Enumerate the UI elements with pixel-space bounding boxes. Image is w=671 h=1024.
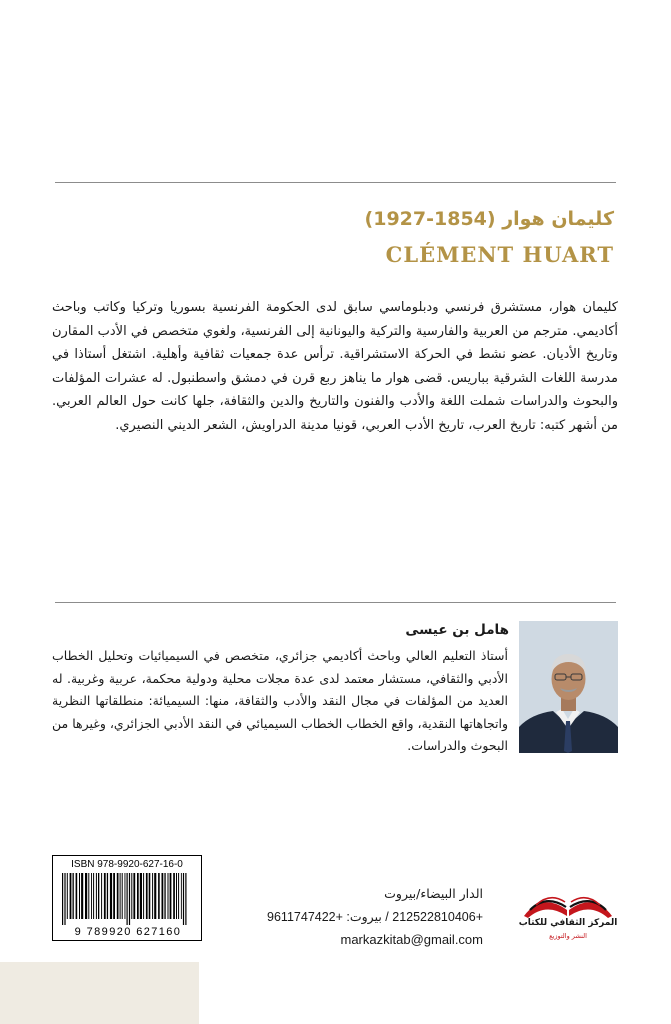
publisher-phones: +212522810406 / بيروت: +9611747422 xyxy=(267,910,483,924)
top-divider xyxy=(55,182,616,183)
open-book-icon xyxy=(518,888,618,920)
middle-divider xyxy=(55,602,616,603)
author-name-latin: CLÉMENT HUART xyxy=(385,242,614,267)
publisher-logo-name: المركز الثقافي للكتاب xyxy=(518,918,618,928)
translator-biography xyxy=(52,645,508,758)
author-name-arabic: كليمان هوار (1854-1927) xyxy=(364,208,614,230)
barcode-digits: 9 789920 627160 xyxy=(74,926,182,938)
publisher-logo-tagline: النشر والتوزيع xyxy=(549,932,587,940)
isbn-barcode xyxy=(52,855,202,941)
translator-biography-text: أستاذ التعليم العالي وباحث أكاديمي جزائري، متخصص في السيميائيات وتحليل الخطاب الأدبي والثقافي، مستشار معتمد لدى عدة مجلات محلية ودولية محكمة، عربية وغربية. له العديد من المؤلفات في مجال النقد والأدب والثقافة، منها: السيميائة: منطلقاتها النظرية واتجاهاتها النقدية، واقع الخطاب الخطاب السيميائي في النقد الأدبي الجزائري، وغيرها من البحوث والدراسات. xyxy=(52,648,508,754)
publisher-city: الدار البيضاء/بيروت xyxy=(384,886,483,901)
translator-name: هامل بن عيسى xyxy=(405,622,509,638)
author-biography xyxy=(52,296,618,438)
publisher-logo xyxy=(518,888,618,950)
publisher-email: markazkitab@gmail.com xyxy=(340,932,483,947)
author-biography-text: كليمان هوار، مستشرق فرنسي ودبلوماسي سابق لدى الحكومة الفرنسية بسوريا وتركيا وكاتب وباحث أكاديمي. مترجم من العربية والفارسية والتركية واليونانية إلى الفرنسية، ولغوي متخصص في الأدب المقارن وتاريخ الأديان. عضو نشط في الحركة الاستشراقية. ترأس عدة جمعيات ثقافية وأهلية. اشتغل أستاذا في مدرسة اللغات الشرقية بباريس. قضى هوار ما يناهز ربع قرن في دمشق واسطنبول. له عشرات المؤلفات والبحوث والدراسات شملت اللغة والأدب والفنون والتاريخ والدين والثقافة، جلها كانت حول العالم العربي. من أشهر كتبه: تاريخ العرب، تاريخ الأدب العربي، قونيا مدينة الدراويش، الشعر الديني النصيري. xyxy=(52,300,618,433)
translator-photo xyxy=(519,621,618,753)
corner-color-block xyxy=(0,962,199,1024)
isbn-number: ISBN 978-9920-627-16-0 xyxy=(71,859,183,870)
barcode-bars xyxy=(61,873,193,925)
